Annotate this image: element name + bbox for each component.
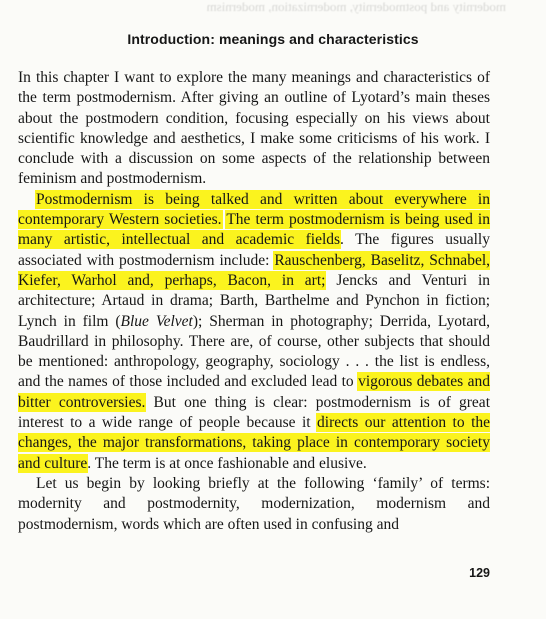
show-through-text: modernity and postmodernity, modernization, modernism	[206, 0, 506, 14]
paragraph-2	[18, 190, 490, 474]
paragraph-1: In this chapter I want to explore the many meanings and characteristics of the term postmodernism. After giving an outline of Lyotard’s main theses about the postmodern condition, focusing especially on his views about scientific knowledge and aesthetics, I make some criticisms of his work. I conclude with a discussion on some aspects of the relationship between feminism and postmodernism.	[18, 69, 490, 188]
highlight-4: vigorous debates and bitter controversies.	[18, 373, 490, 411]
text-run: . The figures usually associated with postmodernism include:	[18, 231, 490, 269]
text-run: Jencks and Venturi in architecture; Artaud in drama; Barth, Barthelme and Pynchon in fiction; Lynch in film (	[18, 271, 491, 330]
highlight-1: Postmodernism is being talked and written about everywhere in contemporary Western societies.	[18, 190, 490, 229]
highlight-2: The term postmodernism is being used in many artistic, intellectual and academic fields	[18, 211, 490, 249]
page-number: 129	[469, 566, 490, 580]
highlight-5: directs our attention to the changes, the major transformations, taking place in contemporary society and culture	[18, 414, 490, 472]
section-heading: Introduction: meanings and characteristics	[127, 31, 419, 47]
film-title: Blue Velvet	[120, 312, 193, 330]
body-text	[18, 68, 490, 535]
text-run: . The term is at once fashionable and elusive.	[87, 454, 367, 472]
highlight-3: Rauschenberg, Baselitz, Schnabel, Kiefer, Warhol and, perhaps, Bacon, in art;	[18, 251, 490, 289]
paragraph-3: Let us begin by looking briefly at the following ‘family’ of terms: modernity and postmodernity, modernization, modernism and postmodernism, words which are often used in confusing and	[18, 474, 490, 533]
text-run: But one thing is clear: postmodernism is of great interest to a wide range of people because it	[18, 393, 490, 432]
text-run: ); Sherman in photography; Derrida, Lyotard, Baudrillard in philosophy. There are, of course, other subjects that should be mentioned: anthropology, geography, sociology . . . the list is endless, and the names of those included and excluded lead to	[18, 312, 490, 391]
